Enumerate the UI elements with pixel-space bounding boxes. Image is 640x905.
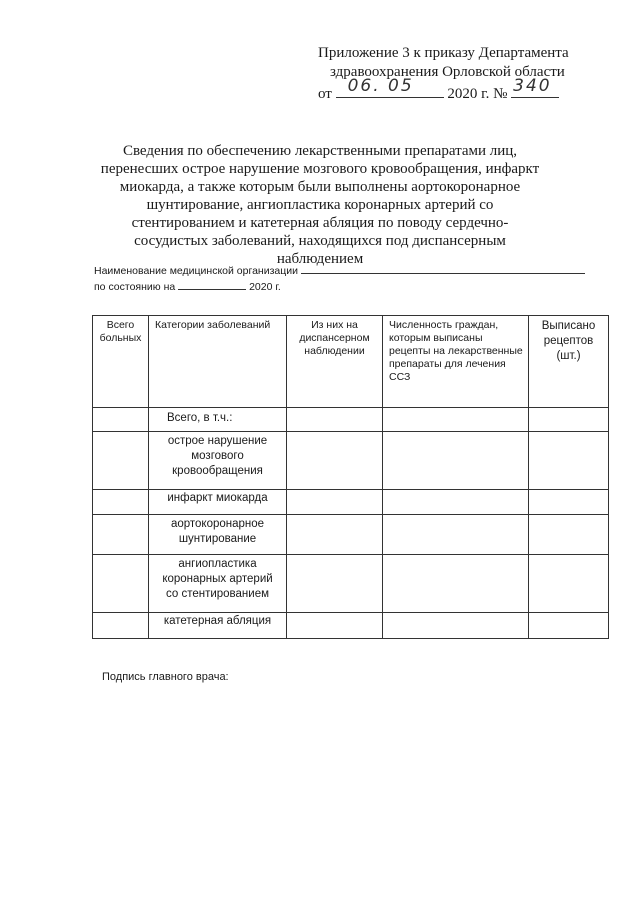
appendix-line-2: здравоохранения Орловской области <box>330 64 565 80</box>
table-row <box>93 613 609 639</box>
cell-citizens[interactable] <box>383 613 529 639</box>
cell-prescriptions[interactable] <box>529 490 609 515</box>
cell-citizens[interactable] <box>383 408 529 432</box>
cell-prescriptions[interactable] <box>529 613 609 639</box>
cell-citizens[interactable] <box>383 432 529 490</box>
cell-dispensary[interactable] <box>287 432 383 490</box>
cell-total[interactable] <box>93 555 149 613</box>
appendix-line-1: Приложение 3 к приказу Департамента <box>318 45 569 61</box>
report-table <box>92 315 609 639</box>
state-prefix: по состоянию на <box>94 281 176 293</box>
cell-dispensary[interactable] <box>287 490 383 515</box>
header-dispensary: Из них на диспансерном наблюдении <box>287 316 383 408</box>
cell-citizens[interactable] <box>383 555 529 613</box>
category-cell: катетерная абляция <box>149 613 287 639</box>
cell-prescriptions[interactable] <box>529 515 609 555</box>
cell-dispensary[interactable] <box>287 555 383 613</box>
org-name-label: Наименование медицинской организации <box>94 265 298 277</box>
order-number-blank <box>511 76 559 98</box>
cell-total[interactable] <box>93 408 149 432</box>
cell-dispensary[interactable] <box>287 515 383 555</box>
table-row <box>93 555 609 613</box>
appendix-order-line <box>318 76 608 104</box>
order-date-handwritten: 06. 05 <box>347 76 414 96</box>
cell-prescriptions[interactable] <box>529 432 609 490</box>
cell-citizens[interactable] <box>383 490 529 515</box>
appendix-header <box>318 44 608 104</box>
table-header-row <box>93 316 609 408</box>
cell-total[interactable] <box>93 515 149 555</box>
cell-citizens[interactable] <box>383 515 529 555</box>
table-row <box>93 408 609 432</box>
cell-prescriptions[interactable] <box>529 555 609 613</box>
cell-dispensary[interactable] <box>287 613 383 639</box>
org-name-blank <box>301 262 585 274</box>
cell-prescriptions[interactable] <box>529 408 609 432</box>
cell-total[interactable] <box>93 490 149 515</box>
table-row <box>93 432 609 490</box>
header-citizens: Численность граждан, которым выписаны рецепты на лекарственные препараты для лечения ССЗ <box>383 316 529 408</box>
order-year-text: 2020 г. № <box>447 86 508 102</box>
header-categories: Категории заболеваний <box>149 316 287 408</box>
category-cell: ангиопластика коронарных артерий со стентированием <box>149 555 287 613</box>
order-date-blank <box>336 76 444 98</box>
header-total-patients: Всего больных <box>93 316 149 408</box>
category-cell: острое нарушение мозгового кровообращения <box>149 432 287 490</box>
table-row <box>93 490 609 515</box>
table-row <box>93 515 609 555</box>
state-date-blank <box>178 278 246 290</box>
state-date-row <box>94 278 585 294</box>
category-cell: аортокоронарное шунтирование <box>149 515 287 555</box>
order-number-handwritten: 340 <box>513 76 552 96</box>
chief-doctor-signature: Подпись главного врача: <box>102 671 229 683</box>
header-prescriptions: Выписано рецептов (шт.) <box>529 316 609 408</box>
form-fields <box>94 262 585 294</box>
category-cell: инфаркт миокарда <box>149 490 287 515</box>
cell-total[interactable] <box>93 432 149 490</box>
category-cell: Всего, в т.ч.: <box>149 408 287 432</box>
document-title: Сведения по обеспечению лекарственными препаратами лиц, перенесших острое нарушение мозгового кровообращения, инфаркт миокарда, а также которым были выполнены аортокоронарное шунтирование, ангиопластика коронарных артерий со стентированием и катетерная абляция по поводу сердечно-сосудистых заболеваний, находящихся под диспансерным наблюдением <box>100 143 540 267</box>
org-name-row <box>94 262 585 278</box>
from-prefix: от <box>318 86 332 102</box>
state-suffix: 2020 г. <box>249 281 281 293</box>
cell-dispensary[interactable] <box>287 408 383 432</box>
cell-total[interactable] <box>93 613 149 639</box>
